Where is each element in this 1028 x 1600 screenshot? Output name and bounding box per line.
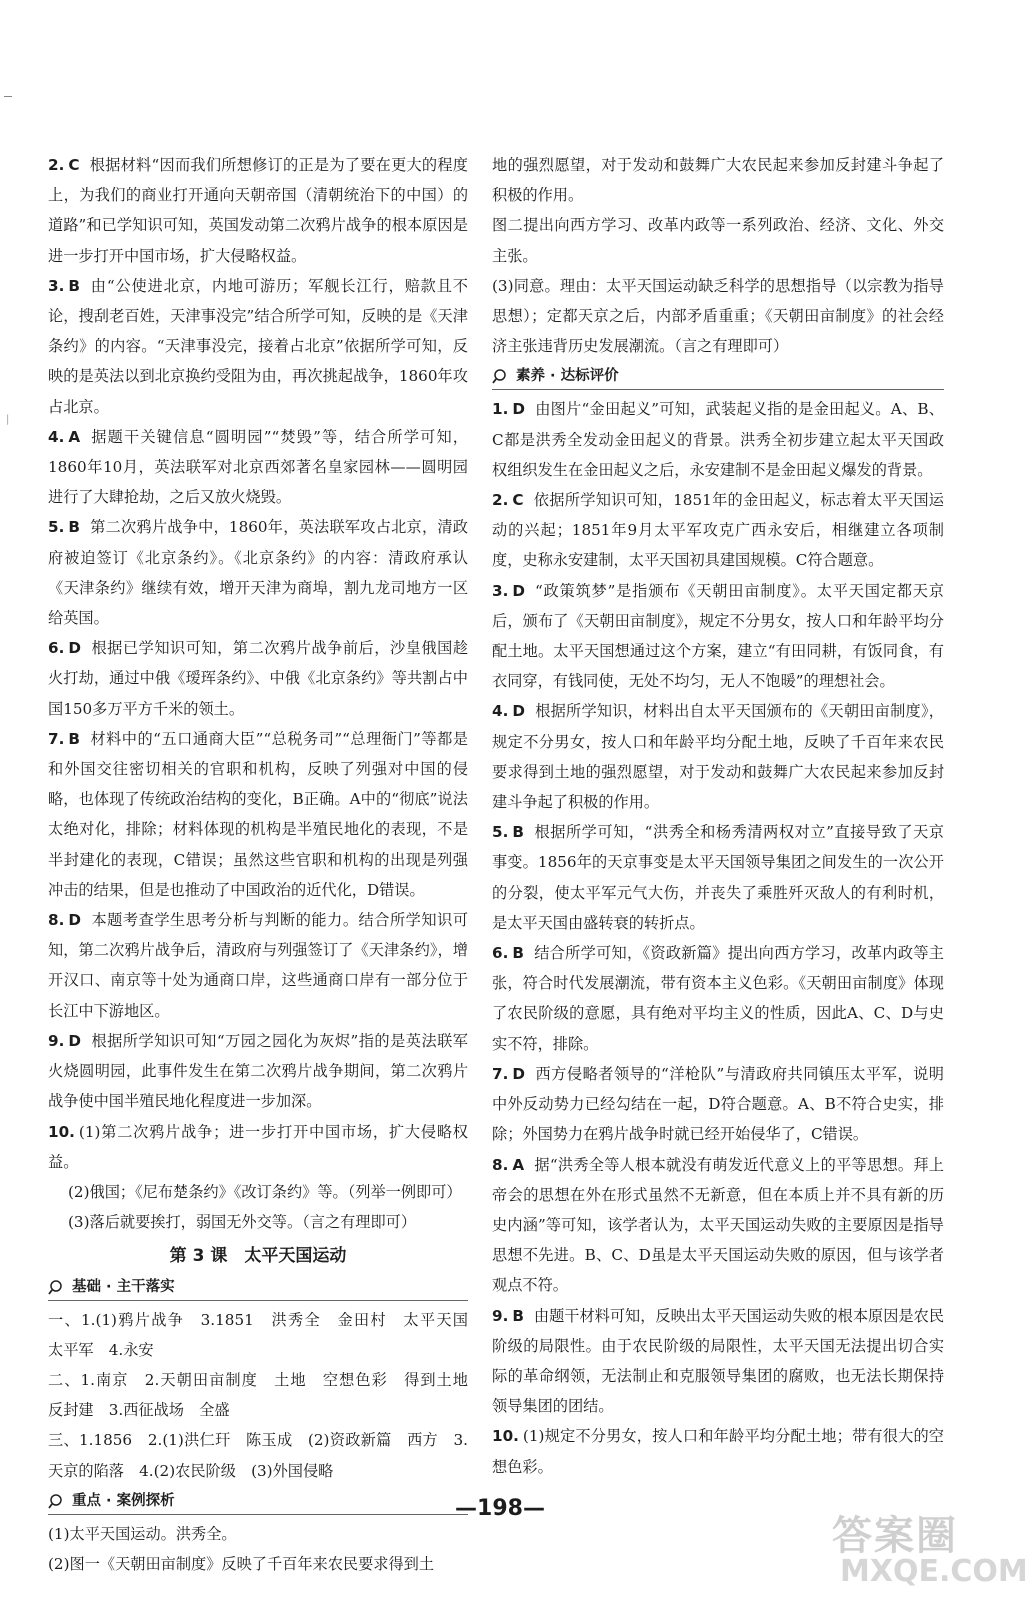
answer-item	[48, 271, 468, 422]
answer-choice: A	[68, 427, 81, 446]
answer-item	[48, 724, 468, 905]
answer-list-lesson3	[492, 394, 944, 1481]
left-column	[48, 150, 484, 1579]
q10-part3: (3)落后就要挨打，弱国无外交等。（言之有理即可）	[68, 1213, 417, 1232]
answer-explanation: 由题干材料可知，反映出太平天国运动失败的根本原因是农民阶级的局限性。由于农民阶级的局限性，太平天国无法提出切合实际的革命纲领，无法制止和克服领导集团的腐败，也无法长期保持领导集团的团结。	[492, 1306, 944, 1416]
page-number: —198—	[455, 1496, 545, 1521]
answer-explanation: 根据已学知识可知，第二次鸦片战争前后，沙皇俄国趁火打劫，通过中俄《瑷珲条约》、中俄《北京条约》等共割占中国150多万平方千米的领土。	[48, 639, 468, 718]
answer-item	[48, 512, 468, 633]
answer-explanation: (1)第二次鸦片战争；进一步打开中国市场，扩大侵略权益。	[48, 1122, 468, 1171]
answer-explanation: 由“公使进北京，内地可游历；军舰长江行，赔款且不论，搜刮老百姓，天津事没完”结合所学可知，反映的是《天津条约》的内容。“天津事没完，接着占北京”依据所学可知，反映的是英法以到北京换约受阻为由，再次挑起战争，1860年攻占北京。	[48, 276, 468, 416]
question-number: 5.	[48, 518, 65, 537]
answer-item	[492, 696, 944, 817]
question-number: 4.	[492, 702, 509, 721]
section-basics-title: 基础 · 主干落实	[72, 1278, 175, 1295]
answer-explanation: 本题考查学生思考分析与判断的能力。结合所学知识可知，第二次鸦片战争后，清政府与列强签订了《天津条约》，增开汉口、南京等十处为通商口岸，这些通商口岸有一部分位于长江中下游地区。	[48, 911, 468, 1020]
question-number: 7.	[48, 729, 65, 748]
q10-extra	[48, 1177, 468, 1237]
answer-choice: D	[68, 911, 81, 930]
answer-choice: A	[512, 1155, 525, 1174]
answer-choice: D	[512, 400, 525, 419]
answer-explanation: 据“洪秀全等人根本就没有萌发近代意义上的平等思想。拜上帝会的思想在外在形式虽然不无新意，但在本质上并不具有新的历史内涵”等可知，该学者认为，太平天国运动失败的主要原因是指导思想不先进。B、C、D虽是太平天国运动失败的原因，但与该学者观点不符。	[492, 1155, 944, 1295]
answer-item	[48, 905, 468, 1026]
question-number: 2.	[48, 156, 65, 174]
question-number: 5.	[492, 823, 509, 842]
search-icon	[48, 1279, 68, 1295]
basics-line-1: 一、1.(1)鸦片战争 3.1851 洪秀全 金田村 太平天国 太平军 4.永安	[48, 1310, 484, 1359]
question-number: 2.	[492, 491, 509, 510]
case-line-2: (2)图一《天朝田亩制度》反映了千百年来农民要求得到土	[48, 1554, 435, 1573]
question-number: 3.	[48, 276, 65, 295]
answer-item	[492, 1421, 944, 1481]
answer-item	[48, 1117, 468, 1177]
q10-part2: (2)俄国；《尼布楚条约》《改订条约》等。（列举一例即可）	[68, 1182, 462, 1201]
question-number: 9.	[492, 1306, 509, 1325]
watermark-url: MXQE.COM	[840, 1554, 1028, 1589]
answer-choice: C	[68, 156, 80, 174]
margin-mark	[4, 96, 12, 97]
question-number: 4.	[48, 427, 65, 446]
question-number: 6.	[48, 639, 65, 658]
question-number: 3.	[492, 581, 509, 600]
answer-explanation: (1)规定不分男女，按人口和年龄平均分配土地；带有很大的空想色彩。	[492, 1427, 944, 1476]
answer-choice: D	[68, 639, 81, 658]
answer-item	[48, 633, 468, 724]
answer-choice: B	[68, 729, 80, 748]
basics-line-3: 三、1.1856 2.(1)洪仁玕 陈玉成 (2)资政新篇 西方 3.天京的陷落 4.(2)农民阶级 (3)外国侵略	[48, 1431, 468, 1480]
answer-explanation: 根据材料“因而我们所想修订的正是为了要在更大的程度上，为我们的商业打开通向天朝帝国（清朝统治下的中国）的道路”和已学知识可知，英国发动第二次鸦片战争的根本原因是进一步打开中国市场，扩大侵略权益。	[48, 156, 468, 265]
answer-item	[48, 1026, 468, 1117]
answer-explanation: 西方侵略者领导的“洋枪队”与清政府共同镇压太平军，说明中外反动势力已经勾结在一起，D符合题意。A、B不符合史实，排除；外国势力在鸦片战争时就已经开始侵华了，C错误。	[492, 1064, 944, 1144]
answer-item	[48, 422, 468, 513]
answer-item	[492, 817, 944, 938]
answer-item	[492, 394, 944, 485]
section-eval-header	[492, 363, 944, 390]
question-number: 1.	[492, 400, 509, 419]
answer-item	[492, 1301, 944, 1422]
answer-explanation: 材料中的“五口通商大臣”“总税务司”“总理衙门”等都是和外国交往密切相关的官职和机构，反映了列强对中国的侵略，也体现了传统政治结构的变化，B正确。A中的“彻底”说法太绝对化，排除；材料体现的机构是半殖民地化的表现，不是半封建化的表现，C错误；虽然这些官职和机构的出现是列强冲击的结果，但是也推动了中国政治的近代化，D错误。	[48, 729, 468, 899]
answer-item	[492, 485, 944, 576]
question-number: 8.	[48, 911, 65, 930]
answer-item	[492, 938, 944, 1059]
question-number: 9.	[48, 1031, 65, 1050]
section-case-title: 重点 · 案例探析	[72, 1492, 175, 1509]
case-cont-1: 地的强烈愿望，对于发动和鼓舞广大农民起来参加反封建斗争起了积极的作用。	[492, 156, 944, 205]
answer-item	[492, 1059, 944, 1150]
answer-explanation: “政策筑梦”是指颁布《天朝田亩制度》。太平天国定都天京后，颁布了《天朝田亩制度》，规定不分男女，按人口和年龄平均分配土地。太平天国想通过这个方案，建立“有田同耕，有饭同食，有衣同穿，有钱同使，无处不均匀，无人不饱暖”的理想社会。	[492, 581, 944, 691]
answer-item	[492, 576, 944, 697]
lesson-title: 第 3 课 太平天国运动	[169, 1246, 347, 1267]
question-number: 8.	[492, 1155, 509, 1174]
basics-line-2: 二、1.南京 2.天朝田亩制度 土地 空想色彩 得到土地 反封建 3.西征战场 全盛	[48, 1370, 484, 1420]
answer-item	[492, 1150, 944, 1301]
answer-choice: D	[512, 702, 525, 721]
answer-choice: B	[512, 944, 524, 963]
answer-item	[48, 150, 468, 271]
answer-choice: B	[512, 823, 524, 842]
margin-mark-left: |	[6, 414, 10, 425]
question-number: 10.	[48, 1122, 75, 1141]
answer-choice: B	[68, 276, 80, 295]
case-line-1: (1)太平天国运动。洪秀全。	[48, 1524, 237, 1543]
question-number: 7.	[492, 1064, 509, 1083]
question-number: 6.	[492, 944, 509, 963]
answer-explanation: 第二次鸦片战争中，1860年，英法联军攻占北京，清政府被迫签订《北京条约》。《北京条约》的内容：清政府承认《天津条约》继续有效，增开天津为商埠，割九龙司地方一区给英国。	[48, 518, 468, 628]
answer-explanation: 依据所学知识可知，1851年的金田起义，标志着太平天国运动的兴起；1851年9月太平军攻克广西永安后，相继建立各项制度，史称永安建制，太平天国初具建国规模。C符合题意。	[492, 491, 944, 570]
answer-choice: D	[512, 581, 525, 600]
section-basics-header	[48, 1274, 468, 1301]
answer-choice: B	[68, 518, 80, 537]
section-eval-title: 素养 · 达标评价	[516, 368, 619, 385]
answer-list-lesson2	[48, 150, 468, 1177]
question-number: 10.	[492, 1427, 519, 1446]
answer-explanation: 根据所学知识可知“万园之园化为灰烬”指的是英法联军火烧圆明园，此事件发生在第二次鸦片战争期间，第二次鸦片战争使中国半殖民地化程度进一步加深。	[48, 1031, 468, 1111]
answer-choice: D	[68, 1031, 81, 1050]
case-cont-2: 图二提出向西方学习、改革内政等一系列政治、经济、文化、外交主张。	[492, 216, 944, 265]
answer-choice: B	[512, 1306, 524, 1325]
right-column	[492, 150, 944, 1482]
watermark-text: 答案圈	[832, 1513, 958, 1559]
answer-explanation: 结合所学可知，《资政新篇》提出向西方学习，改革内政等主张，符合时代发展潮流，带有资本主义色彩。《天朝田亩制度》体现了农民阶级的意愿，具有绝对平均主义的性质，因此A、C、D与史实不符，排除。	[492, 944, 944, 1053]
case-cont-3: (3)同意。理由：太平天国运动缺乏科学的思想指导（以宗教为指导思想）；定都天京之后，内部矛盾重重；《天朝田亩制度》的社会经济主张违背历史发展潮流。（言之有理即可）	[492, 276, 944, 356]
search-icon	[492, 368, 512, 384]
answer-explanation: 据题干关键信息“圆明园”“焚毁”等，结合所学可知，1860年10月，英法联军对北京西郊著名皇家园林——圆明园进行了大肆抢劫，之后又放火烧毁。	[48, 427, 468, 507]
answer-choice: D	[512, 1064, 525, 1083]
answer-choice: C	[512, 491, 524, 510]
answer-explanation: 根据所学知识，材料出自太平天国颁布的《天朝田亩制度》，规定不分男女，按人口和年龄平均分配土地，反映了千百年来农民要求得到土地的强烈愿望，对于发动和鼓舞广大农民起来参加反封建斗争起了积极的作用。	[492, 702, 944, 812]
watermark-logo	[820, 1498, 1028, 1594]
answer-explanation: 由图片“金田起义”可知，武装起义指的是金田起义。A、B、C都是洪秀全发动金田起义的背景。洪秀全初步建立起太平天国政权组织发生在金田起义之后，永安建制不是金田起义爆发的背景。	[492, 400, 944, 479]
answer-explanation: 根据所学可知，“洪秀全和杨秀清两权对立”直接导致了天京事变。1856年的天京事变是太平天国领导集团之间发生的一次公开的分裂，使太平军元气大伤，并丧失了乘胜歼灭敌人的有利时机，是太平天国由盛转衰的转折点。	[492, 823, 944, 932]
